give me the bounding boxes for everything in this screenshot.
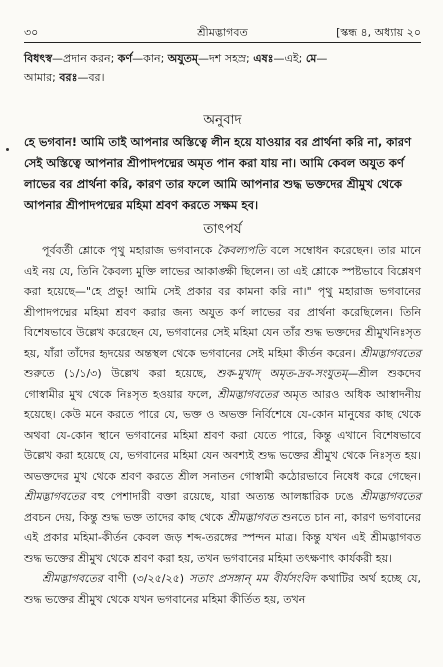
- text-run: —দশ সহস্র;: [198, 52, 254, 65]
- text-run: শুরুতে (১/১/৩) উল্লেখ করা হয়েছে,: [24, 367, 217, 380]
- emphasis-run: শ্রীমদ্ভাগবতের: [217, 387, 279, 401]
- text-run: বলে সম্বোধন করেছেন। তার মানে এই নয় যে, তিনি কৈবল্য মুক্তি লাভের আকাঙ্ক্ষী ছিলেন। তা এই শ্লোকে স্পষ্টভাবে বিশ্লেষণ করা হয়েছে—"হে প্রভু! আমি সেই প্রকার বর কামনা করি না।" পৃথু মহারাজ ভগবানের শ্রীপাদপদ্মের মহিমা শ্রবণ করার জন্য অযুত কর্ণ লাভের বর প্রার্থনা করেছিলেন। তিনি বিশেষভাবে উল্লেখ করেছেন যে, ভগবানের সেই মহিমা যেন তাঁর শুদ্ধ ভক্তদের শ্রীমুখনিঃসৃত হয়, যাঁরা তাঁদের হৃদয়ের অন্তস্থল থেকে ভগবানের সেই মহিমা কীর্তন করেন।: [24, 244, 421, 360]
- text-run: আমার;: [24, 71, 60, 84]
- page-number: ৩০: [24, 26, 39, 39]
- text-run: অমৃত আরও অধিক আস্বাদনীয় হয়েছে। কেউ মনে করতে পারে যে, ভক্ত ও অভক্ত নির্বিশেষে যে-কোন মানুষের কাছ থেকে অথবা যে-কোন স্থানে ভগবানের মহিমা শ্রবণ করা যেতে পারে, কিন্তু এখানে বিশেষভাবে উল্লেখ করা হয়েছে যে, ভগবানের মহিমা যেন অবশ্যই শুদ্ধ ভক্তের শ্রীমুখ থেকে নিঃসৃত হয়। অভক্তদের মুখ থেকে শ্রবণ করতে শ্রীল সনাতন গোস্বামী কঠোরভাবে নিষেধ করে গেছেন।: [24, 387, 421, 483]
- text-run: —: [316, 52, 328, 65]
- margin-dot: [6, 148, 9, 151]
- emphasis-run: কর্ণ: [117, 52, 133, 65]
- emphasis-run: শ্রীমদ্ভাগবতের: [360, 490, 421, 503]
- text-run: —এই;: [273, 52, 306, 65]
- text-run: বাণী (৩/২৫/২৫): [102, 572, 190, 585]
- header-rule: [24, 42, 421, 43]
- emphasis-run: অযুতম্: [167, 52, 199, 65]
- emphasis-run: শ্রীমদ্ভাগবতের: [24, 490, 85, 503]
- emphasis-run: কৈবল্যপতি: [217, 244, 266, 257]
- text-run: —বর।: [77, 71, 105, 84]
- text-run: —কান;: [132, 52, 168, 65]
- text-run: শুনতে চান না, কারণ ভগবানের এই প্রকার মহিমা-কীর্তন কেবল জড় শব্দ-তরঙ্গের স্পন্দন মাত্র। কিন্তু যখন এই শ্রীমদ্ভাগবত শুদ্ধ ভক্তের শ্রীমুখ থেকে শ্রবণ করা হয়, তখন ভগবানের মহিমা তৎক্ষণাৎ কার্যকরী হয়।: [24, 510, 421, 565]
- emphasis-run: শুক-মুখাদ্ অমৃত-দ্রব-সংযুতম্: [216, 367, 348, 380]
- book-title: শ্রীমদ্ভাগবত: [197, 26, 248, 39]
- text-run: কথাটির অর্থ হচ্ছে যে, শুদ্ধ ভক্তের শ্রীমুখ থেকে যখন ভগবানের মহিমা কীর্তিত হয়, তখন: [24, 572, 422, 606]
- emphasis-run: বরঃ: [59, 71, 78, 84]
- text-run: পূর্ববর্তী শ্লোকে পৃথু মহারাজ ভগবানকে: [42, 244, 218, 257]
- text-run: প্রবচন দেয়, কিন্তু শুদ্ধ ভক্ত তাদের কাছ থেকে: [24, 510, 228, 524]
- text-run: বহু পেশাদারী বক্তা রয়েছে, যারা অত্যন্ত আলঙ্কারিক ঢঙে: [84, 490, 361, 503]
- text-run: —শ্রীল শুকদেব গোস্বামীর মুখ থেকে নিঃসৃত হওয়ার ফলে,: [24, 367, 421, 401]
- emphasis-run: শ্রীমদ্ভাগবতের: [360, 346, 421, 360]
- translation-text: হে ভগবান! আমি তাই আপনার অস্তিত্বে লীন হয়ে যাওয়ার বর প্রার্থনা করি না, কারণ সেই অস্তিত্বে আপনার শ্রীপাদপদ্মের অমৃত পান করা যায় না। আমি কেবল অযুত কর্ণ লাভের বর প্রার্থনা করি, কারণ তার ফলে আমি আপনার শুদ্ধ ভক্তদের শ্রীমুখ থেকে আপনার শ্রীপাদপদ্মের মহিমা শ্রবণ করতে সক্ষম হব।: [24, 135, 412, 212]
- emphasis-run: শ্রীমদ্ভাগবত: [227, 510, 278, 524]
- emphasis-run: মে: [305, 52, 317, 65]
- purport-heading: তাৎপর্য: [203, 221, 242, 237]
- translation-heading: অনুবাদ: [203, 112, 242, 128]
- text-run: —প্রদান করন;: [52, 52, 118, 65]
- synonyms-line-2: [24, 68, 421, 87]
- emphasis-run: বিধৎস্ব: [24, 52, 53, 65]
- emphasis-run: শ্রীমদ্ভাগবতের: [42, 572, 103, 585]
- purport-paragraph-2: [24, 569, 421, 610]
- running-header: [24, 24, 421, 40]
- synonyms: [24, 49, 421, 87]
- emphasis-run: সতাং প্রসঙ্গান্ মম বীর্যসংবিদ: [189, 572, 316, 585]
- purport-paragraph-1: [24, 241, 421, 569]
- synonyms-line-1: [24, 49, 421, 68]
- chapter-location: [স্কন্ধ ৪, অধ্যায় ২০: [336, 26, 421, 39]
- emphasis-run: এষঃ: [253, 52, 274, 65]
- purport: [24, 241, 421, 610]
